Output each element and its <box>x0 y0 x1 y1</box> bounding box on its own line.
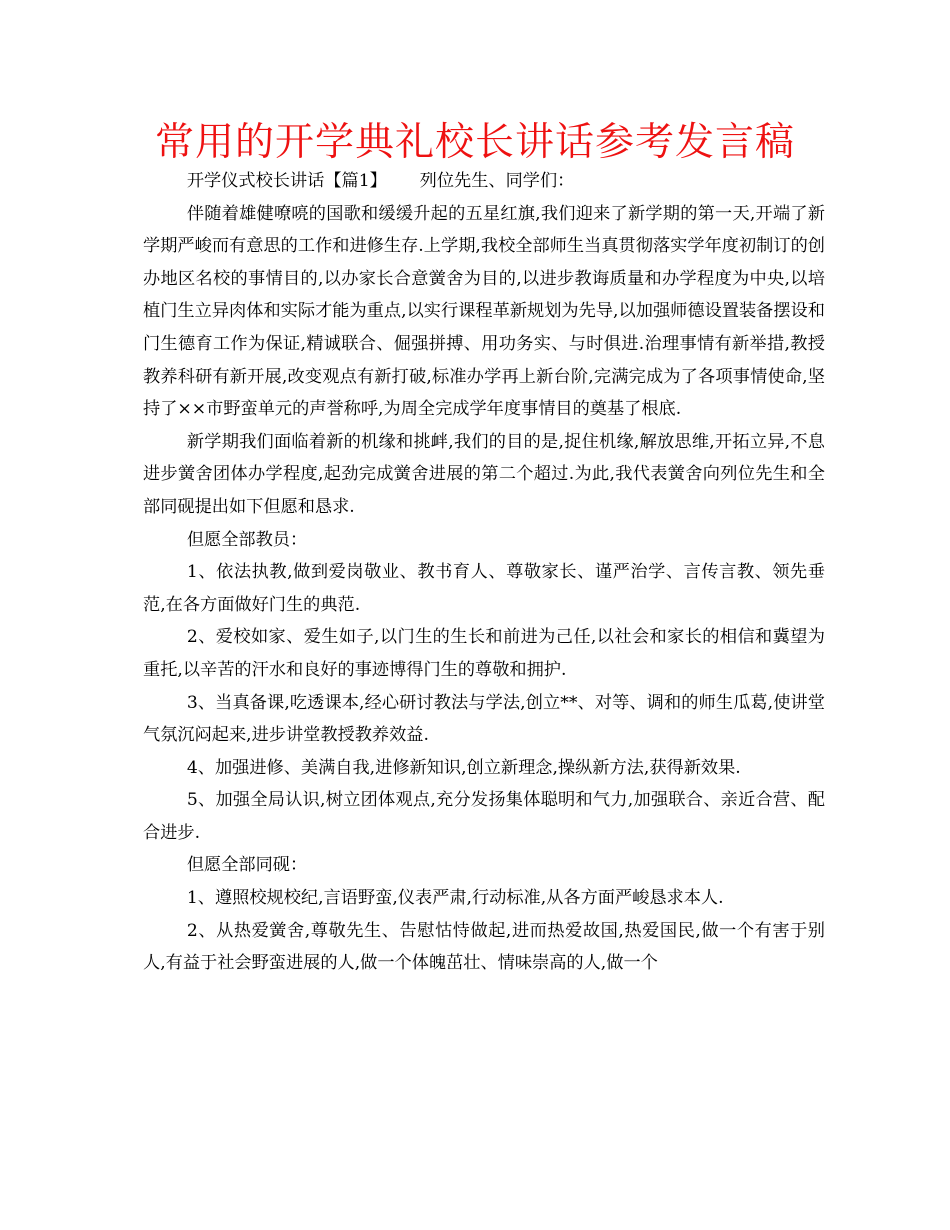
paragraph: 4、加强进修、美满自我,进修新知识,创立新理念,操纵新方法,获得新效果. <box>186 757 741 778</box>
document-title: 常用的开学典礼校长讲话参考发言稿 <box>154 120 795 165</box>
paragraph: 但愿全部同砚： <box>186 855 308 876</box>
paragraph: 1、遵照校规校纪,言语野蛮,仪表严肃,行动标准,从各方面严峻恳求本人. <box>186 888 724 909</box>
paragraph: 1、依法执教,做到爱岗敬业、教书育人、尊敬家长、谨严治学、言传言教、领先垂范,在各方面做好门生的典范. <box>143 562 825 615</box>
paragraph: 2、爱校如家、爱生如子,以门生的生长和前进为己任,以社会和家长的相信和冀望为重托,以辛苦的汗水和良好的事迹博得门生的尊敬和拥护. <box>143 627 825 680</box>
paragraph: 3、当真备课,吃透课本,经心研讨教法与学法,创立**、对等、调和的师生瓜葛,使讲堂气氛沉闷起来,进步讲堂教授教养效益. <box>143 692 825 746</box>
paragraph: 但愿全部教员： <box>186 529 308 550</box>
paragraph: 伴随着雄健嘹喨的国歌和缓缓升起的五星红旗,我们迎来了新学期的第一天,开端了新学期严峻而有意思的工作和进修生存.上学期,我校全部师生当真贯彻落实学年度初制订的创办地区名校的事情目的,以办家长合意黉舍为目的,以进步教诲质量和办学程度为中央,以培植门生立异肉体和实际才能为重点,以实行课程革新规划为先导,以加强师德设置装备摆设和门生德育工作为保证,精诚联合、倔强拼搏、用功务实、与时俱进.治理事情有新举措,教授教养科研有新开展,改变观点有新打破,标准办学再上新台阶,完满完成为了各项事情使命,坚持了××市野蛮单元的声誉称呼,为周全完成学年度事情目的奠基了根底. <box>143 203 825 420</box>
paragraph: 5、加强全局认识,树立团体观点,充分发扬集体聪明和气力,加强联合、亲近合营、配合进步. <box>143 790 825 843</box>
paragraph: 2、从热爱黉舍,尊敬先生、告慰怙恃做起,进而热爱故国,热爱国民,做一个有害于别人,有益于社会野蛮进展的人,做一个体魄茁壮、情味崇高的人,做一个 <box>143 920 825 974</box>
paragraph: 新学期我们面临着新的机缘和挑衅,我们的目的是,捉住机缘,解放思维,开拓立异,不息进步黉舍团体办学程度,起劲完成黉舍进展的第二个超过.为此,我代表黉舍向列位先生和全部同砚提出如下但愿和恳求. <box>143 431 825 517</box>
intro-line: 开学仪式校长讲话【篇1】 列位先生、同学们： <box>186 171 575 191</box>
document-body <box>143 165 825 980</box>
